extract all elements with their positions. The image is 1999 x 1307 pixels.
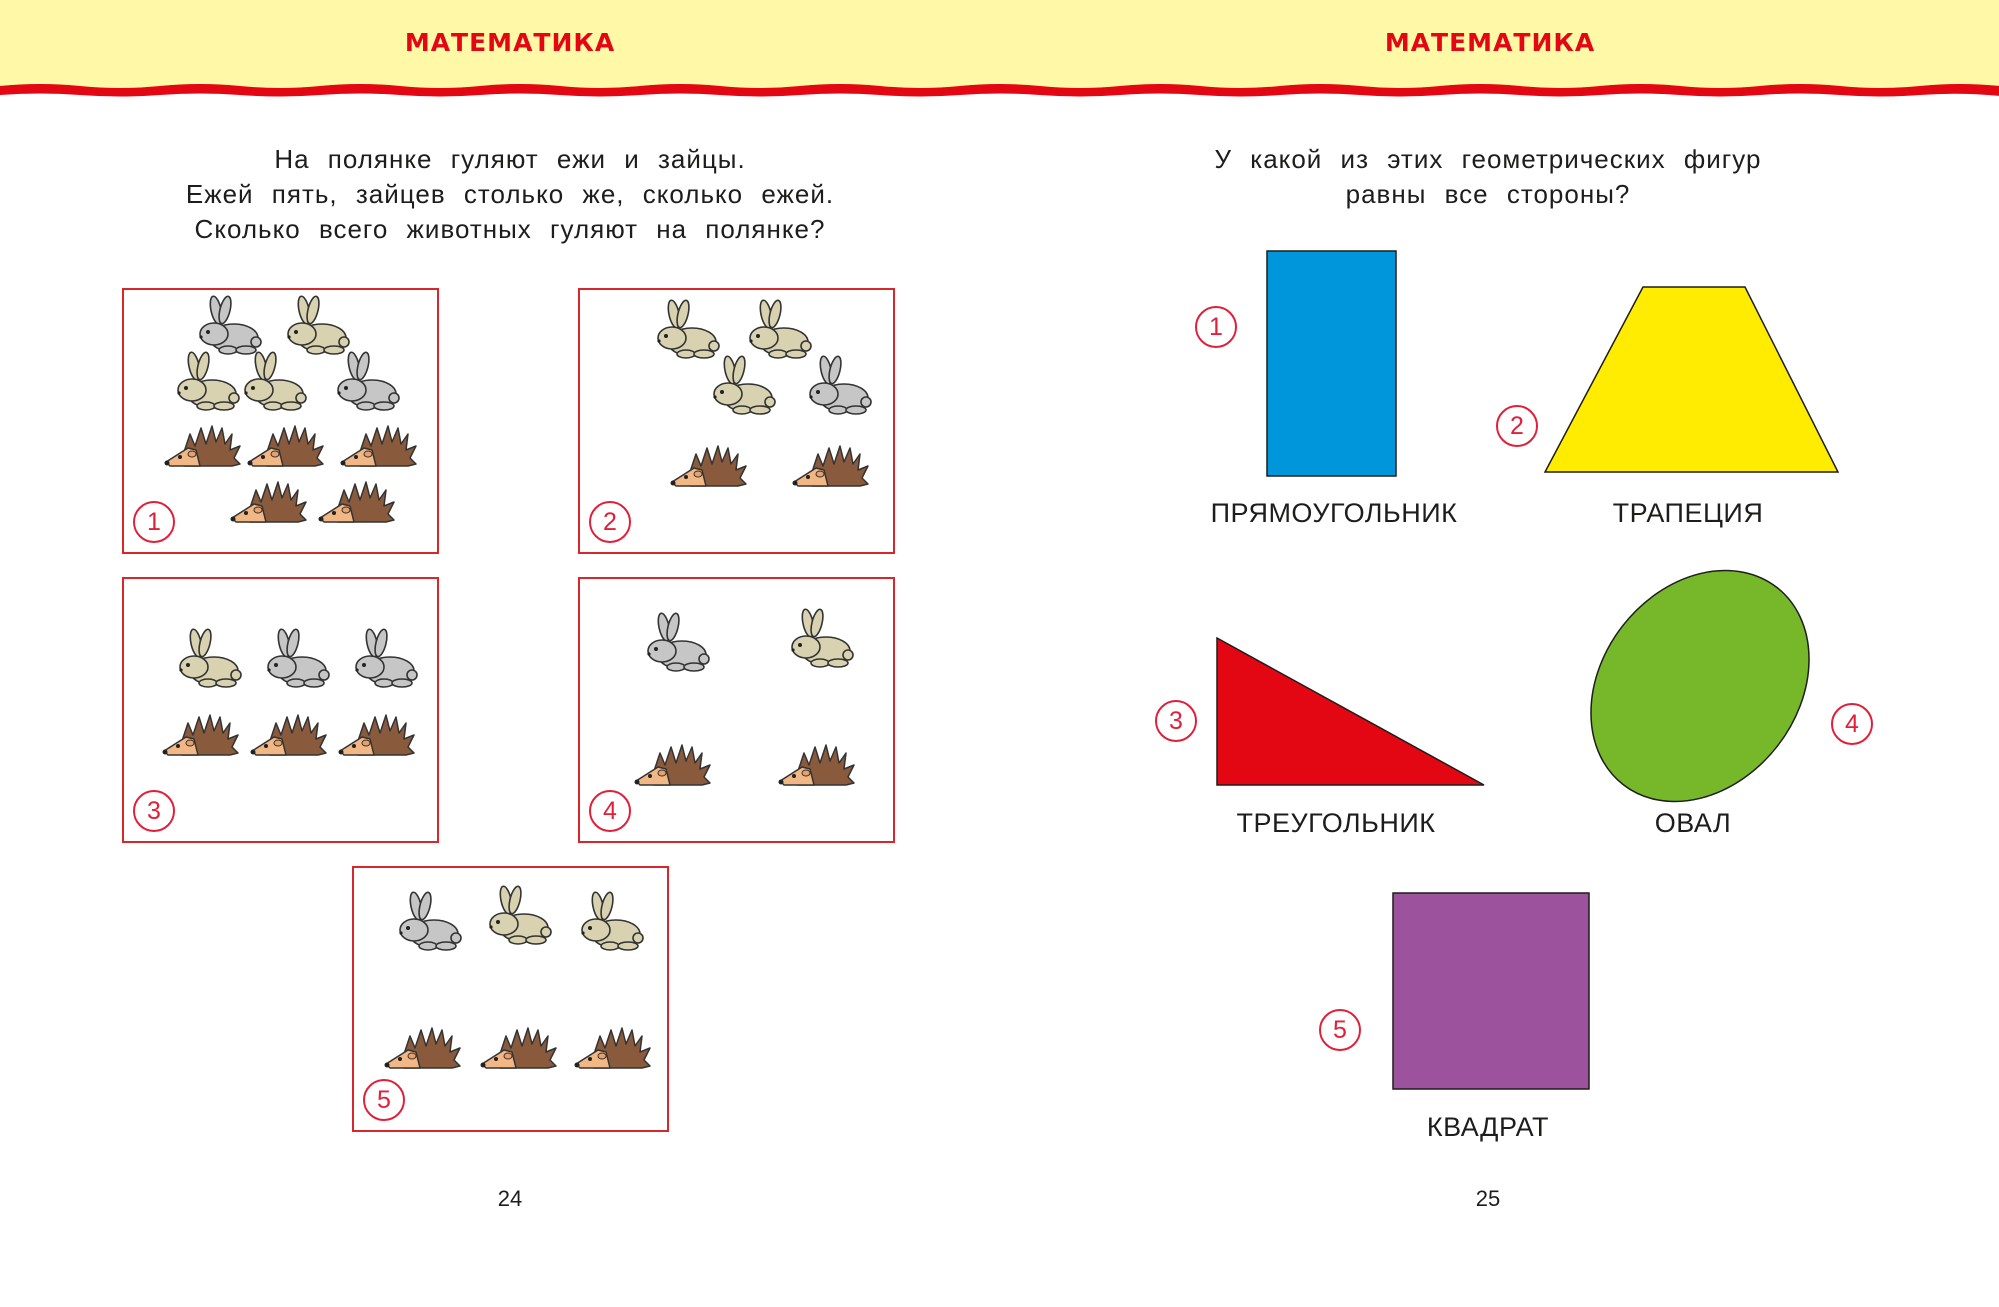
option-number: 3 bbox=[133, 790, 175, 832]
shape-number-2: 2 bbox=[1496, 405, 1538, 447]
label-oval: ОВАЛ bbox=[1654, 808, 1732, 838]
left-task-line: На полянке гуляют ежи и зайцы. bbox=[274, 144, 746, 174]
page-number-right: 25 bbox=[1475, 1186, 1501, 1211]
option-number: 1 bbox=[133, 501, 175, 543]
page-number-left: 24 bbox=[497, 1186, 523, 1211]
shape-number-4: 4 bbox=[1831, 703, 1873, 745]
shape-number-1: 1 bbox=[1195, 306, 1237, 348]
shape-trapezoid[interactable] bbox=[1545, 287, 1838, 472]
left-page-header: МАТЕМАТИКА bbox=[404, 28, 616, 57]
option-number: 2 bbox=[589, 501, 631, 543]
option-number: 5 bbox=[363, 1079, 405, 1121]
shape-number-5: 5 bbox=[1319, 1009, 1361, 1051]
shape-number-3: 3 bbox=[1155, 700, 1197, 742]
label-square: КВАДРАТ bbox=[1426, 1112, 1550, 1142]
label-trapezoid: ТРАПЕЦИЯ bbox=[1612, 498, 1764, 528]
shape-square[interactable] bbox=[1393, 893, 1589, 1089]
label-triangle: ТРЕУГОЛЬНИК bbox=[1236, 808, 1436, 838]
shape-triangle[interactable] bbox=[1217, 638, 1484, 785]
shape-rectangle[interactable] bbox=[1267, 251, 1396, 476]
right-task-line: равны все стороны? bbox=[1345, 179, 1631, 209]
label-rectangle: ПРЯМОУГОЛЬНИК bbox=[1210, 498, 1458, 528]
option-number: 4 bbox=[589, 790, 631, 832]
right-page-header: МАТЕМАТИКА bbox=[1384, 28, 1596, 57]
left-task-line: Сколько всего животных гуляют на полянке? bbox=[194, 214, 826, 244]
shape-oval[interactable] bbox=[1546, 527, 1854, 845]
left-task-line: Ежей пять, зайцев столько же, сколько ежей. bbox=[185, 179, 835, 209]
right-task-line: У какой из этих геометрических фигур bbox=[1214, 144, 1762, 174]
